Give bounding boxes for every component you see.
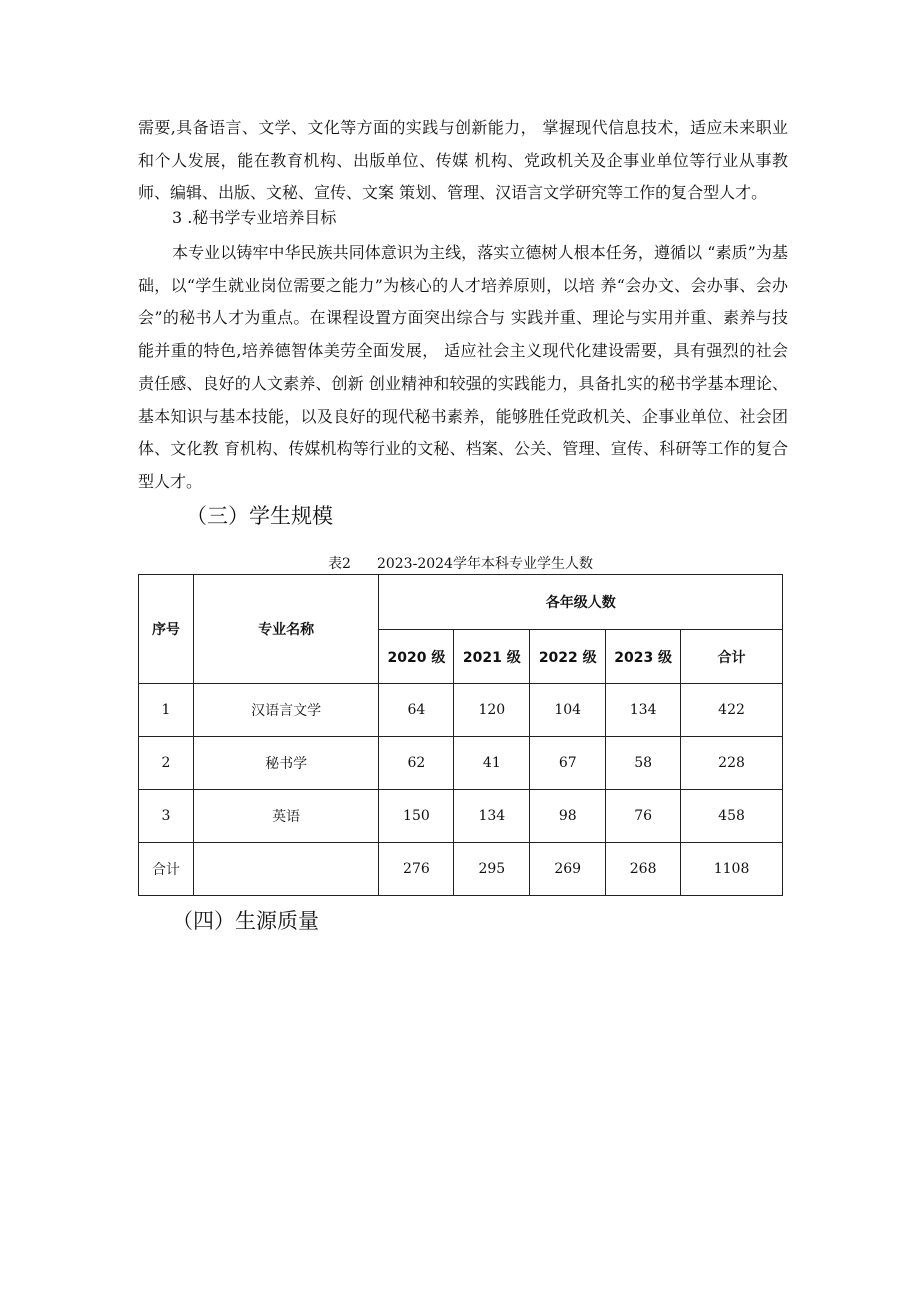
student-count-table [138,574,783,896]
cell-major: 汉语言文学 [193,684,379,737]
cell-major: 英语 [193,790,379,843]
header-2020: 2020 级 [379,630,454,684]
table-caption [138,554,783,574]
table-caption-title: 2023-2024学年本科专业学生人数 [376,556,593,572]
cell-2022: 269 [530,843,606,896]
cell-2022: 98 [530,790,606,843]
table-header-row [139,575,783,630]
cell-2021: 41 [454,737,530,790]
table-row [139,684,783,737]
cell-2021: 295 [454,843,530,896]
header-2021: 2021 级 [454,630,530,684]
cell-2020: 276 [379,843,454,896]
paragraph-chinese-goals-end: 需要,具备语言、文学、文化等方面的实践与创新能力， 掌握现代信息技术，适应未来职业和个人发展，能在教育机构、出版单位、传媒 机构、党政机关及企事业单位等行业从事教师、编辑、出版、文秘、宣传、文案 策划、管理、汉语言文学研究等工作的复合型人才。 [138,118,788,203]
cell-total: 1108 [681,843,783,896]
cell-no: 合计 [139,843,194,896]
paragraph-secretarial-goals: 本专业以铸牢中华民族共同体意识为主线，落实立德树人根本任务，遵循以 “素质”为基础，以“学生就业岗位需要之能力”为核心的人才培养原则，以培 养“会办文、会办事、会办会”的秘书人才为重点。在课程设置方面突出综合与 实践并重、理论与实用并重、素养与技能并重的特色,培养德智体美劳全面发展， 适应社会主义现代化建设需要，具有强烈的社会责任感、良好的人文素养、创新 创业精神和较强的实践能力，具备扎实的秘书学基本理论、基本知识与基本技能，以及良好的现代秘书素养，能够胜任党政机关、企事业单位、社会团体、文化教 育机构、传媒机构等行业的文秘、档案、公关、管理、宣传、科研等工作的复合 型人才。 [138,243,788,491]
cell-2023: 76 [606,790,681,843]
cell-major [193,843,379,896]
cell-no: 1 [139,684,194,737]
header-major: 专业名称 [193,575,379,684]
section-heading-student-scale: （三）学生规模 [186,504,333,528]
cell-2022: 67 [530,737,606,790]
table-row [139,737,783,790]
table-row-total [139,843,783,896]
cell-2021: 134 [454,790,530,843]
cell-2020: 64 [379,684,454,737]
cell-major: 秘书学 [193,737,379,790]
header-2023: 2023 级 [606,630,681,684]
cell-no: 2 [139,737,194,790]
cell-2020: 150 [379,790,454,843]
header-no: 序号 [139,575,194,684]
header-total: 合计 [681,630,783,684]
table-caption-label: 表2 [328,556,351,572]
cell-2023: 268 [606,843,681,896]
cell-total: 228 [681,737,783,790]
header-grade-group: 各年级人数 [379,575,783,630]
cell-total: 458 [681,790,783,843]
cell-2022: 104 [530,684,606,737]
subheading-secretarial-goals: 3 .秘书学专业培养目标 [172,208,337,227]
cell-2023: 58 [606,737,681,790]
cell-2021: 120 [454,684,530,737]
header-2022: 2022 级 [530,630,606,684]
cell-no: 3 [139,790,194,843]
cell-2023: 134 [606,684,681,737]
section-heading-source-quality: （四）生源质量 [172,909,319,933]
cell-2020: 62 [379,737,454,790]
table-row [139,790,783,843]
cell-total: 422 [681,684,783,737]
